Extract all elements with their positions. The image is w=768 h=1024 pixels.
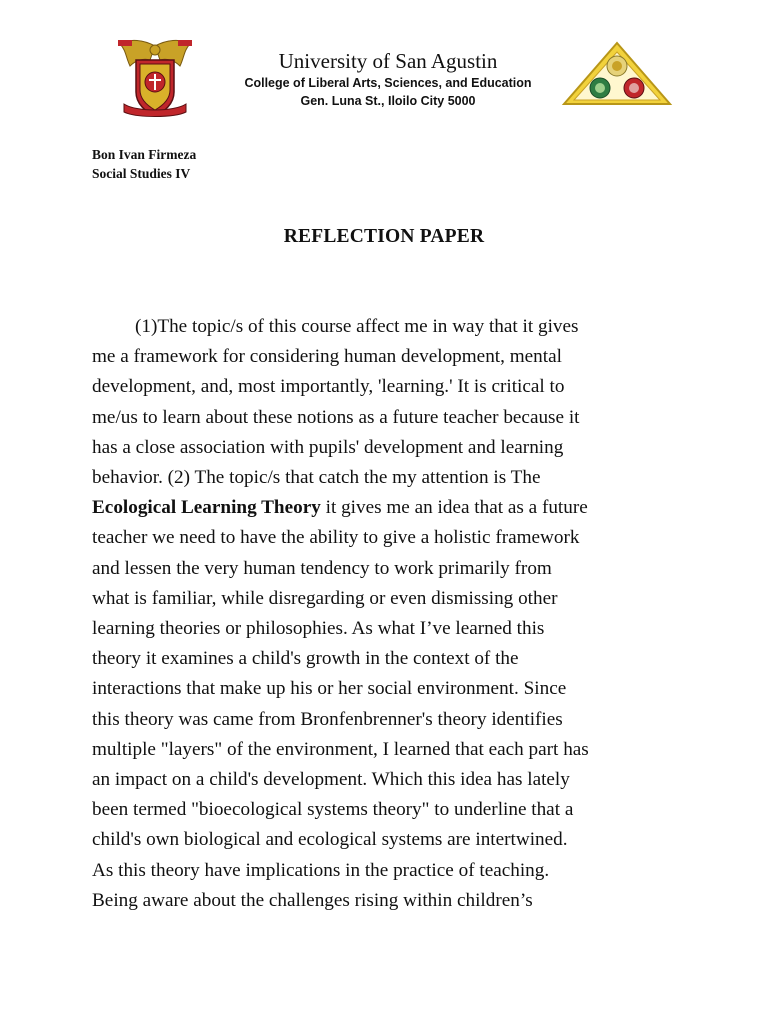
author-course: Social Studies IV xyxy=(92,166,191,181)
body-line: has a close association with pupils' development and learning xyxy=(92,436,564,458)
university-address: Gen. Luna St., Iloilo City 5000 xyxy=(300,94,476,108)
body-line: what is familiar, while disregarding or even dismissing other xyxy=(92,587,558,609)
body-line: this theory was came from Bronfenbrenner's theory identifies xyxy=(92,708,563,730)
letterhead xyxy=(218,48,558,110)
body-line: behavior. (2) The topic/s that catch the my attention is The xyxy=(92,467,541,489)
emphasized-theory-name: Ecological Learning Theory xyxy=(92,497,321,519)
body-line: me/us to learn about these notions as a future teacher because it xyxy=(92,406,580,428)
college-name: College of Liberal Arts, Sciences, and Education xyxy=(244,76,532,90)
body-line: interactions that make up his or her social environment. Since xyxy=(92,678,567,700)
author-block xyxy=(92,145,196,183)
author-name: Bon Ivan Firmeza xyxy=(92,147,197,162)
body-line xyxy=(92,493,692,523)
paper-title: REFLECTION PAPER xyxy=(283,226,485,247)
body-line: me a framework for considering human development, mental xyxy=(92,346,562,368)
body-line: and lessen the very human tendency to work primarily from xyxy=(92,557,552,579)
body-line: multiple "layers" of the environment, I learned that each part has xyxy=(92,738,589,760)
body-line: child's own biological and ecological systems are intertwined. xyxy=(92,829,568,851)
body-line-rest: it gives me an idea that as a future xyxy=(320,497,588,519)
body-line: (1)The topic/s of this course affect me in way that it gives xyxy=(135,316,579,337)
reflection-body xyxy=(92,312,692,916)
triangle-emblem-icon xyxy=(560,40,674,108)
body-line: learning theories or philosophies. As what I’ve learned this xyxy=(92,618,545,640)
body-line: Being aware about the challenges rising within children’s xyxy=(92,889,533,911)
body-line: development, and, most importantly, 'learning.' It is critical to xyxy=(92,376,565,398)
university-seal-icon xyxy=(116,36,194,120)
body-line: theory it examines a child's growth in the context of the xyxy=(92,648,519,670)
body-line: As this theory have implications in the practice of teaching. xyxy=(92,859,550,881)
university-name: University of San Agustin xyxy=(278,49,498,73)
body-line: an impact on a child's development. Which this idea has lately xyxy=(92,769,570,791)
body-line: been termed "bioecological systems theory" to underline that a xyxy=(92,799,574,821)
body-line: teacher we need to have the ability to give a holistic framework xyxy=(92,527,580,549)
